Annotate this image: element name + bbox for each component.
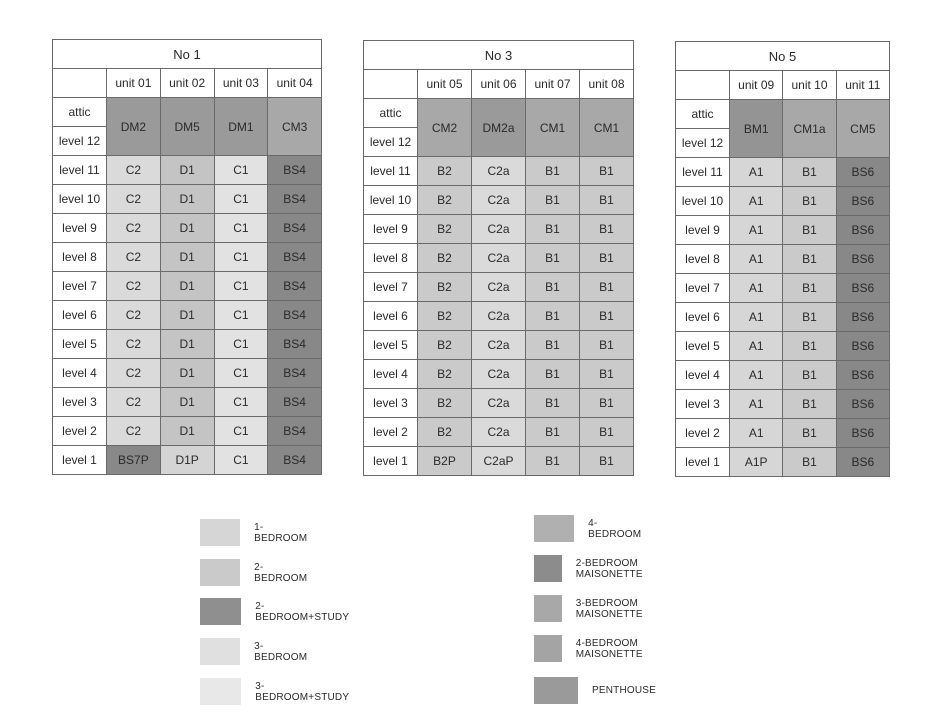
unit-type-cell: D1 xyxy=(160,330,214,359)
unit-type-cell: B1 xyxy=(580,215,634,244)
unit-type-cell: B1 xyxy=(783,419,836,448)
unit-header: unit 03 xyxy=(214,69,268,98)
unit-type-cell: B1 xyxy=(783,216,836,245)
building-title: No 3 xyxy=(364,41,634,70)
unit-type-cell: BS4 xyxy=(268,388,322,417)
unit-type-cell: B1 xyxy=(526,418,580,447)
unit-header: unit 02 xyxy=(160,69,214,98)
legend-label: 4-BEDROOM MAISONETTE xyxy=(575,637,643,660)
unit-type-cell: C1 xyxy=(214,388,268,417)
unit-header: unit 01 xyxy=(107,69,161,98)
unit-type-cell: B1 xyxy=(526,273,580,302)
unit-type-cell: A1 xyxy=(730,361,783,390)
level-label: level 2 xyxy=(53,417,107,446)
unit-type-cell: A1 xyxy=(730,303,783,332)
unit-type-cell: CM5 xyxy=(836,100,889,158)
unit-type-cell: C2a xyxy=(472,186,526,215)
table-row xyxy=(53,330,322,359)
unit-type-cell: C2a xyxy=(472,302,526,331)
unit-type-cell: BS4 xyxy=(268,214,322,243)
legend-swatch xyxy=(534,515,574,542)
level-label: level 9 xyxy=(676,216,730,245)
unit-type-cell: DM5 xyxy=(160,98,214,156)
unit-type-cell: BS6 xyxy=(836,274,889,303)
unit-type-cell: CM2 xyxy=(418,99,472,157)
legend-label: 4-BEDROOM xyxy=(588,517,642,540)
unit-type-cell: B1 xyxy=(783,448,836,477)
legend-label: 2-BEDROOM xyxy=(254,561,308,584)
unit-type-cell: C2a xyxy=(472,389,526,418)
unit-type-cell: D1 xyxy=(160,214,214,243)
table-row xyxy=(53,417,322,446)
table-row xyxy=(676,448,890,477)
unit-type-cell: BS4 xyxy=(268,243,322,272)
unit-type-cell: B2P xyxy=(418,447,472,476)
building-title: No 1 xyxy=(53,40,322,69)
legend-item xyxy=(200,598,352,625)
unit-type-cell: D1 xyxy=(160,417,214,446)
unit-type-cell: C2 xyxy=(107,243,161,272)
legend-item xyxy=(200,519,311,546)
unit-type-cell: C1 xyxy=(214,243,268,272)
table-row xyxy=(53,446,322,475)
unit-type-cell: C2aP xyxy=(472,447,526,476)
table-row xyxy=(364,418,634,447)
unit-type-cell: D1 xyxy=(160,272,214,301)
unit-type-cell: DM2a xyxy=(472,99,526,157)
unit-type-cell: B1 xyxy=(580,302,634,331)
legend-item xyxy=(534,635,659,662)
unit-type-cell: C2 xyxy=(107,330,161,359)
level-label: level 7 xyxy=(53,272,107,301)
unit-type-cell: B1 xyxy=(526,331,580,360)
unit-type-cell: BS4 xyxy=(268,359,322,388)
level-label: level 12 xyxy=(676,129,730,158)
unit-type-cell: C1 xyxy=(214,272,268,301)
unit-type-cell: B1 xyxy=(580,389,634,418)
table-row xyxy=(364,273,634,302)
unit-type-cell: DM1 xyxy=(214,98,268,156)
legend-label: 1-BEDROOM xyxy=(254,521,308,544)
legend-swatch xyxy=(534,677,578,704)
legend-swatch xyxy=(200,638,240,665)
table-row xyxy=(676,216,890,245)
unit-type-cell: C2a xyxy=(472,273,526,302)
unit-type-cell: C1 xyxy=(214,301,268,330)
unit-type-cell: C2 xyxy=(107,185,161,214)
table-row xyxy=(676,245,890,274)
unit-type-cell: A1 xyxy=(730,274,783,303)
unit-type-cell: C2 xyxy=(107,156,161,185)
unit-type-cell: A1 xyxy=(730,187,783,216)
table-row xyxy=(364,389,634,418)
unit-type-cell: B2 xyxy=(418,186,472,215)
unit-type-cell: BS6 xyxy=(836,158,889,187)
level-label: attic xyxy=(364,99,418,128)
level-label: level 3 xyxy=(53,388,107,417)
unit-header: unit 08 xyxy=(580,70,634,99)
unit-type-cell: BS6 xyxy=(836,419,889,448)
unit-type-cell: A1 xyxy=(730,216,783,245)
table-row xyxy=(53,388,322,417)
unit-type-cell: B2 xyxy=(418,157,472,186)
legend-label: 3-BEDROOM xyxy=(254,640,308,663)
unit-type-cell: D1P xyxy=(160,446,214,475)
level-label: level 6 xyxy=(53,301,107,330)
unit-type-cell: B1 xyxy=(526,244,580,273)
unit-header: unit 11 xyxy=(836,71,889,100)
level-label: level 4 xyxy=(676,361,730,390)
unit-type-cell: B1 xyxy=(526,215,580,244)
level-label: level 8 xyxy=(53,243,107,272)
unit-type-cell: B1 xyxy=(580,157,634,186)
legend-label: 2-BEDROOM MAISONETTE xyxy=(575,557,643,580)
unit-type-cell: A1P xyxy=(730,448,783,477)
legend-swatch xyxy=(200,678,241,705)
legend-item xyxy=(534,515,645,542)
level-label: level 2 xyxy=(364,418,418,447)
unit-type-cell: D1 xyxy=(160,243,214,272)
unit-type-cell: B2 xyxy=(418,302,472,331)
unit-type-cell: B2 xyxy=(418,360,472,389)
unit-type-cell: BS6 xyxy=(836,303,889,332)
unit-type-cell: A1 xyxy=(730,419,783,448)
table-row xyxy=(364,360,634,389)
level-label: level 2 xyxy=(676,419,730,448)
level-label: level 6 xyxy=(676,303,730,332)
level-label: level 8 xyxy=(676,245,730,274)
unit-type-cell: C1 xyxy=(214,185,268,214)
table-row xyxy=(676,303,890,332)
table-row xyxy=(676,390,890,419)
unit-type-cell: B2 xyxy=(418,418,472,447)
unit-type-cell: C2a xyxy=(472,331,526,360)
building-title: No 5 xyxy=(676,42,890,71)
level-label: level 1 xyxy=(53,446,107,475)
unit-type-cell: C1 xyxy=(214,214,268,243)
unit-type-cell: B1 xyxy=(580,273,634,302)
unit-type-cell: B1 xyxy=(580,244,634,273)
level-label: level 9 xyxy=(53,214,107,243)
unit-type-cell: C1 xyxy=(214,330,268,359)
legend-item xyxy=(200,678,352,705)
unit-type-cell: BS6 xyxy=(836,448,889,477)
unit-type-cell: B2 xyxy=(418,244,472,273)
building-table-no5 xyxy=(675,41,890,477)
level-label: level 7 xyxy=(364,273,418,302)
legend-swatch xyxy=(534,555,562,582)
unit-type-cell: C2a xyxy=(472,418,526,447)
legend-item xyxy=(200,559,311,586)
unit-type-cell: B2 xyxy=(418,215,472,244)
legend-label: PENTHOUSE xyxy=(592,685,657,696)
unit-type-cell: B2 xyxy=(418,331,472,360)
legend-swatch xyxy=(534,635,562,662)
level-label: level 4 xyxy=(364,360,418,389)
unit-type-cell: B1 xyxy=(580,331,634,360)
table-row xyxy=(676,361,890,390)
table-row xyxy=(53,272,322,301)
unit-type-cell: C1 xyxy=(214,156,268,185)
legend-swatch xyxy=(200,559,240,586)
level-label: attic xyxy=(53,98,107,127)
legend-item xyxy=(200,638,311,665)
level-label: level 5 xyxy=(53,330,107,359)
legend-label: 3-BEDROOM MAISONETTE xyxy=(575,597,643,620)
table-row xyxy=(364,215,634,244)
unit-type-cell: A1 xyxy=(730,245,783,274)
building-table-no1 xyxy=(52,39,322,475)
level-label: level 12 xyxy=(364,128,418,157)
unit-type-cell: A1 xyxy=(730,332,783,361)
corner-cell xyxy=(53,69,107,98)
unit-header: unit 07 xyxy=(526,70,580,99)
table-row xyxy=(53,214,322,243)
unit-type-cell: BS6 xyxy=(836,216,889,245)
level-label: level 3 xyxy=(676,390,730,419)
unit-type-cell: A1 xyxy=(730,390,783,419)
unit-type-cell: C2a xyxy=(472,157,526,186)
level-label: level 11 xyxy=(676,158,730,187)
unit-type-cell: B1 xyxy=(783,245,836,274)
unit-type-cell: BS4 xyxy=(268,417,322,446)
unit-type-cell: B1 xyxy=(783,390,836,419)
unit-type-cell: B1 xyxy=(526,389,580,418)
table-row xyxy=(364,447,634,476)
unit-type-cell: B1 xyxy=(580,360,634,389)
level-label: level 4 xyxy=(53,359,107,388)
unit-type-cell: BS6 xyxy=(836,332,889,361)
unit-type-cell: C2 xyxy=(107,214,161,243)
legend-swatch xyxy=(534,595,562,622)
table-row xyxy=(676,274,890,303)
level-label: level 7 xyxy=(676,274,730,303)
unit-type-cell: BS4 xyxy=(268,301,322,330)
unit-type-cell: B1 xyxy=(783,361,836,390)
unit-type-cell: B1 xyxy=(526,186,580,215)
unit-type-cell: DM2 xyxy=(107,98,161,156)
legend-item xyxy=(534,555,659,582)
unit-type-cell: D1 xyxy=(160,156,214,185)
unit-type-cell: B1 xyxy=(783,274,836,303)
unit-type-cell: D1 xyxy=(160,359,214,388)
table-row xyxy=(53,185,322,214)
unit-type-cell: C1 xyxy=(214,359,268,388)
unit-type-cell: B2 xyxy=(418,389,472,418)
unit-type-cell: BM1 xyxy=(730,100,783,158)
level-label: level 11 xyxy=(364,157,418,186)
unit-type-cell: C2a xyxy=(472,215,526,244)
unit-type-cell: B1 xyxy=(783,332,836,361)
level-label: level 12 xyxy=(53,127,107,156)
building-table-no3 xyxy=(363,40,634,476)
corner-cell xyxy=(364,70,418,99)
unit-type-cell: BS4 xyxy=(268,330,322,359)
legend-label: 2-BEDROOM+STUDY xyxy=(255,600,350,623)
level-label: level 8 xyxy=(364,244,418,273)
unit-type-cell: B1 xyxy=(526,360,580,389)
legend-swatch xyxy=(200,519,240,546)
table-row xyxy=(676,187,890,216)
unit-type-cell: C1 xyxy=(214,446,268,475)
unit-type-cell: BS4 xyxy=(268,272,322,301)
table-row xyxy=(364,331,634,360)
table-row xyxy=(676,158,890,187)
unit-header: unit 09 xyxy=(730,71,783,100)
unit-type-cell: B2 xyxy=(418,273,472,302)
unit-type-cell: B1 xyxy=(580,186,634,215)
unit-type-cell: CM1 xyxy=(580,99,634,157)
unit-type-cell: C2 xyxy=(107,359,161,388)
unit-type-cell: B1 xyxy=(783,187,836,216)
level-label: level 1 xyxy=(676,448,730,477)
unit-header: unit 10 xyxy=(783,71,836,100)
unit-type-cell: BS6 xyxy=(836,390,889,419)
level-label: level 5 xyxy=(676,332,730,361)
level-label: level 6 xyxy=(364,302,418,331)
level-label: level 5 xyxy=(364,331,418,360)
unit-type-cell: CM1 xyxy=(526,99,580,157)
unit-type-cell: D1 xyxy=(160,301,214,330)
table-row xyxy=(53,301,322,330)
legend-label: 3-BEDROOM+STUDY xyxy=(255,680,350,703)
unit-type-cell: C2 xyxy=(107,388,161,417)
unit-type-cell: BS6 xyxy=(836,245,889,274)
level-label: level 10 xyxy=(676,187,730,216)
table-row xyxy=(364,302,634,331)
unit-type-cell: B1 xyxy=(783,158,836,187)
unit-type-cell: BS7P xyxy=(107,446,161,475)
unit-type-cell: B1 xyxy=(526,302,580,331)
unit-type-cell: B1 xyxy=(580,418,634,447)
table-row xyxy=(364,244,634,273)
unit-type-cell: D1 xyxy=(160,388,214,417)
unit-type-cell: C1 xyxy=(214,417,268,446)
unit-type-cell: BS6 xyxy=(836,187,889,216)
table-row xyxy=(53,156,322,185)
unit-type-cell: D1 xyxy=(160,185,214,214)
level-label: level 11 xyxy=(53,156,107,185)
unit-type-cell: B1 xyxy=(783,303,836,332)
unit-type-cell: BS6 xyxy=(836,361,889,390)
legend-swatch xyxy=(200,598,241,625)
unit-type-cell: BS4 xyxy=(268,185,322,214)
table-row xyxy=(676,332,890,361)
level-label: level 1 xyxy=(364,447,418,476)
table-row xyxy=(53,243,322,272)
unit-type-cell: CM1a xyxy=(783,100,836,158)
unit-type-cell: CM3 xyxy=(268,98,322,156)
table-row xyxy=(676,419,890,448)
level-label: level 10 xyxy=(364,186,418,215)
level-label: attic xyxy=(676,100,730,129)
unit-type-cell: A1 xyxy=(730,158,783,187)
table-row xyxy=(364,157,634,186)
corner-cell xyxy=(676,71,730,100)
unit-header: unit 06 xyxy=(472,70,526,99)
unit-type-cell: BS4 xyxy=(268,156,322,185)
unit-type-cell: C2 xyxy=(107,272,161,301)
unit-type-cell: B1 xyxy=(526,157,580,186)
table-row xyxy=(364,186,634,215)
legend-item xyxy=(534,595,659,622)
level-label: level 3 xyxy=(364,389,418,418)
unit-type-cell: C2a xyxy=(472,360,526,389)
unit-header: unit 05 xyxy=(418,70,472,99)
table-row xyxy=(53,359,322,388)
level-label: level 9 xyxy=(364,215,418,244)
legend-item xyxy=(534,677,656,704)
unit-type-cell: C2 xyxy=(107,417,161,446)
unit-header: unit 04 xyxy=(268,69,322,98)
unit-type-cell: C2 xyxy=(107,301,161,330)
level-label: level 10 xyxy=(53,185,107,214)
unit-type-cell: B1 xyxy=(580,447,634,476)
unit-type-cell: BS4 xyxy=(268,446,322,475)
unit-type-cell: C2a xyxy=(472,244,526,273)
unit-type-cell: B1 xyxy=(526,447,580,476)
